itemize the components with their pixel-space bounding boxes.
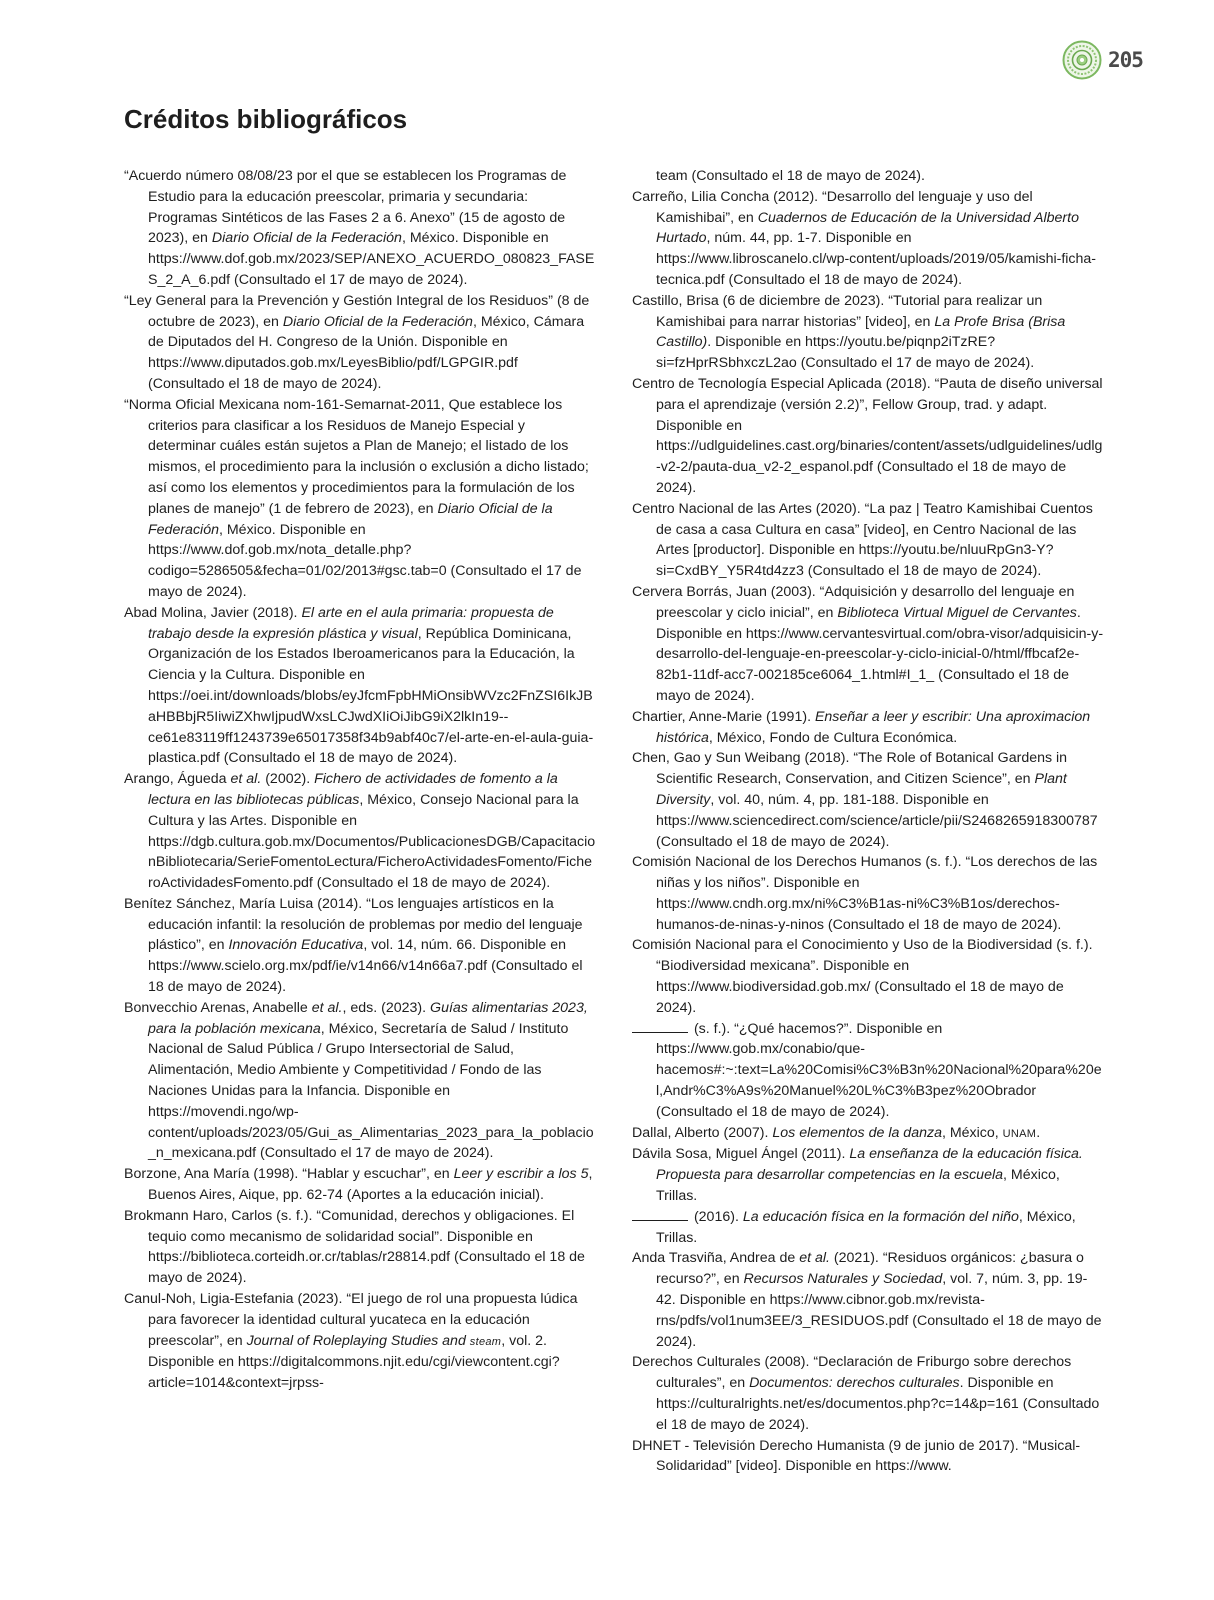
entry-text: , Buenos Aires, Aique, pp. 62-74 (Aportes a la educación inicial). <box>148 1166 593 1204</box>
bibliography-entry <box>124 1206 596 1289</box>
bibliography-entry <box>632 374 1104 499</box>
entry-text: Documentos: derechos culturales <box>749 1375 960 1392</box>
entry-text: Anda Trasviña, Andrea de <box>632 1250 800 1267</box>
bibliography-entry <box>124 395 596 603</box>
entry-text: Diario Oficial de la Federación <box>148 500 553 538</box>
entry-text: , vol. 14, núm. 66. Disponible en https://www.scielo.org.mx/pdf/ie/v14n66/v14n66a7.pdf (Consultado el 18 de mayo de 2024). <box>148 937 583 996</box>
bibliography-entry <box>124 603 596 769</box>
bibliography-entry <box>632 1144 1104 1206</box>
page-title: Créditos bibliográficos <box>124 104 408 134</box>
entry-text: . Disponible en https://culturalrights.net/es/documentos.php?c=14&p=161 (Consultado el 18 de mayo de 2024). <box>656 1375 1100 1433</box>
entry-text: (s. f.). “¿Qué hacemos?”. Disponible en https://www.gob.mx/conabio/que-hacemos#:~:text=La%20Comisi%C3%B3n%20Nacional%20para%20el,Andr%C3%A9s%20Manuel%20L%C3%B3pez%20Obrador (Consultado el 18 de mayo de 2024). <box>656 1020 1102 1120</box>
entry-text: , eds. (2023). <box>342 999 431 1016</box>
bibliography-column-left <box>124 166 596 1394</box>
bibliography-entry <box>632 499 1104 582</box>
entry-text: Benítez Sánchez, María Luisa (2014). “Los lenguajes artísticos en la educación infantil: la resolución de problemas por medio del lenguaje plástico”, en <box>124 895 583 954</box>
entry-text: , México, Cámara de Diputados del H. Congreso de la Unión. Disponible en https://www.diputados.gob.mx/LeyesBiblio/pdf/LGPGIR.pdf (Consultado el 18 de mayo de 2024). <box>148 313 585 392</box>
entry-text: , México, Consejo Nacional para la Cultura y las Artes. Disponible en https://dgb.cultura.gob.mx/Documentos/PublicacionesDGB/CapacitacionBibliotecaria/SerieFomentoLectura/FicheroActividadesFomento/FicheroActividadesFomento.pdf (Consultado el 18 de mayo de 2024). <box>148 791 596 892</box>
entry-text: Dallal, Alberto (2007). <box>632 1124 773 1141</box>
entry-text: . Disponible en https://www.cervantesvirtual.com/obra-visor/adquisicin-y-desarrollo-del-lenguaje-en-preescolar-y-ciclo-inicial-0/html/ffbcaf2e-82b1-11df-acc7-002185ce6064_1.html#I_1_ (Consultado el 18 de mayo de 2024). <box>656 604 1104 704</box>
entry-text: Journal of Roleplaying Studies and <box>246 1332 470 1349</box>
entry-text: . Disponible en https://youtu.be/piqnp2iTzRE?si=fzHprRSbhxczL2ao (Consultado el 17 de mayo de 2024). <box>656 334 1035 372</box>
entry-text: et al. <box>311 999 343 1016</box>
entry-text: (2002). <box>261 771 315 788</box>
entry-text: et al. <box>230 771 262 788</box>
entry-text: , México. Disponible en https://www.dof.gob.mx/nota_detalle.php?codigo=5286505&fecha=01/02/2013#gsc.tab=0 (Consultado el 17 de mayo de 2024). <box>148 521 582 600</box>
entry-text: . <box>1036 1124 1041 1141</box>
entry-text: El arte en el aula primaria: propuesta de trabajo desde la expresión plástica y visual <box>148 604 554 642</box>
entry-text: “Norma Oficial Mexicana nom-161-Semarnat-2011, Que establece los criterios para clasificar a los Residuos de Manejo Especial y determinar cuáles están sujetos a Plan de Manejo; el listado de los mismos, el procedimiento para la inclusión o exclusión a dicho listado; así como los elementos y procedimientos para la formulación de los planes de manejo” (1 de febrero de 2023), en <box>124 396 589 517</box>
entry-text: , México. Disponible en https://www.dof.gob.mx/2023/SEP/ANEXO_ACUERDO_080823_FASES_2_A_6.pdf (Consultado el 17 de mayo de 2024). <box>148 230 595 288</box>
bibliography-entry <box>124 769 596 894</box>
entry-text: , República Dominicana, Organización de los Estados Iberoamericanos para la Educación, la Ciencia y la Cultura. Disponible en https://oei.int/downloads/blobs/eyJfcmFpbHMiOnsibWVzc2FnZSI6IkJBaHBBbjR5IiwiZXhwIjpudWxsLCJwdXIiOiJibG9iX2lkIn19--ce61e83119ff1243739e65017358f34b9abf40c7/el-arte-en-el-aula-guia-plastica.pdf (Consultado el 18 de mayo de 2024). <box>148 625 594 767</box>
entry-text: Centro Nacional de las Artes (2020). “La paz | Teatro Kamishibai Cuentos de casa a casa Cultura en casa” [video], en Centro Nacional de las Artes [productor]. Disponible en https://youtu.be/nluuRpGn3-Y?si=CxdBY_Y5R4td4zz3 (Consultado el 18 de mayo de 2024). <box>632 500 1093 580</box>
entry-text: UNAM <box>1002 1127 1037 1140</box>
entry-text: Comisión Nacional para el Conocimiento y Uso de la Biodiversidad (s. f.). “Biodiversidad mexicana”. Disponible en https://www.biodiversidad.gob.mx/ (Consultado el 18 de mayo de 2024). <box>632 937 1093 1016</box>
bibliography-entry <box>632 707 1104 749</box>
entry-text: Arango, Águeda <box>124 771 231 788</box>
entry-text: (2016). <box>690 1208 743 1225</box>
entry-text: Derechos Culturales (2008). “Declaración de Friburgo sobre derechos culturales”, en <box>632 1354 1072 1392</box>
entry-text: La Profe Brisa (Brisa Castillo) <box>656 313 1066 351</box>
entry-text: Leer y escribir a los 5 <box>453 1166 589 1183</box>
bibliography-entry <box>632 852 1104 935</box>
entry-text: Bonvecchio Arenas, Anabelle <box>124 999 312 1016</box>
entry-text: , núm. 44, pp. 1-7. Disponible en https://www.libroscanelo.cl/wp-content/uploads/2019/05/kamishi-ficha-tecnica.pdf (Consultado el 18 de mayo de 2024). <box>656 230 1097 288</box>
entry-text: Biblioteca Virtual Miguel de Cervantes <box>837 604 1077 621</box>
entry-text: Diario Oficial de la Federación <box>211 230 402 247</box>
bibliography-entry <box>632 1248 1104 1352</box>
entry-text: Diario Oficial de la Federación <box>282 313 473 330</box>
bibliography-entry <box>124 1164 596 1206</box>
bibliography-entry <box>124 166 596 291</box>
entry-text: team (Consultado el 18 de mayo de 2024). <box>656 168 925 184</box>
entry-text: Abad Molina, Javier (2018). <box>124 604 302 621</box>
entry-text: Canul-Noh, Ligia-Estefania (2023). “El juego de rol una propuesta lúdica para favorecer la identidad cultural yucateca en la educación preescolar”, en <box>124 1291 578 1349</box>
entry-text: , vol. 2. Disponible en https://digitalcommons.njit.edu/cgi/viewcontent.cgi?article=1014&context=jrpss- <box>148 1332 560 1392</box>
entry-text: Borzone, Ana María (1998). “Hablar y escuchar”, en <box>124 1166 454 1183</box>
bibliography-entry <box>632 1352 1104 1435</box>
bibliography-entry <box>632 291 1104 374</box>
entry-text: Enseñar a leer y escribir: Una aproximacion histórica <box>656 708 1091 746</box>
seal-icon <box>1062 40 1102 80</box>
entry-text: , vol. 40, núm. 4, pp. 181-188. Disponible en https://www.sciencedirect.com/science/article/pii/S2468265918300787 (Consultado el 18 de mayo de 2024). <box>656 791 1098 850</box>
entry-text: Innovación Educativa <box>228 937 364 954</box>
entry-text: La enseñanza de la educación física. Propuesta para desarrollar competencias en la escuela <box>656 1146 1083 1184</box>
entry-text: , vol. 7, núm. 3, pp. 19-42. Disponible en https://www.cibnor.gob.mx/revista-rns/pdfs/vol1num3EE/3_RESIDUOS.pdf (Consultado el 18 de mayo de 2024). <box>656 1271 1102 1350</box>
entry-text: , México, Trillas. <box>656 1208 1076 1246</box>
bibliography-entry <box>632 935 1104 1018</box>
entry-text: Carreño, Lilia Concha (2012). “Desarrollo del lenguaje y uso del Kamishibai”, en <box>632 188 1033 226</box>
entry-text: Guías alimentarias 2023, para la población mexicana <box>148 999 588 1037</box>
entry-text: et al. <box>799 1250 830 1267</box>
entry-text: , México, Fondo de Cultura Económica. <box>708 729 958 746</box>
bibliography-entry <box>124 1289 596 1394</box>
bibliography-entry <box>632 1019 1104 1123</box>
entry-text: Fichero de actividades de fomento a la lectura en las bibliotecas públicas <box>148 771 558 808</box>
entry-text: Comisión Nacional de los Derechos Humanos (s. f.). “Los derechos de las niñas y los niños”. Disponible en https://www.cndh.org.mx/ni%C3%B1as-ni%C3%B1os/derechos-humanos-de-ninas-y-ninos (Consultado el 18 de mayo de 2024). <box>632 854 1098 933</box>
entry-text: (2021). “Residuos orgánicos: ¿basura o recurso?”, en <box>656 1250 1084 1288</box>
entry-text: Cervera Borrás, Juan (2003). “Adquisición y desarrollo del lenguaje en preescolar y ciclo inicial”, en <box>632 583 1075 621</box>
entry-text: Chartier, Anne-Marie (1991). <box>632 708 815 725</box>
entry-text: Chen, Gao y Sun Weibang (2018). “The Role of Botanical Gardens in Scientific Research, Conservation, and Citizen Science”, en <box>632 750 1068 788</box>
entry-text: Cuadernos de Educación de la Universidad Alberto Hurtado <box>656 209 1079 247</box>
repeated-author-dash <box>632 1208 688 1221</box>
entry-text: steam <box>469 1335 502 1348</box>
entry-text: , México, Secretaría de Salud / Instituto Nacional de Salud Pública / Grupo Intersectorial de Salud, Alimentación, Medio Ambiente y Competitividad / Fondo de las Naciones Unidas para la Infancia. Disponible en https://movendi.ngo/wp-content/uploads/2023/05/Gui_as_Alimentarias_2023_para_la_poblacio_n_mexicana.pdf (Consultado el 17 de mayo de 2024). <box>148 1020 594 1162</box>
entry-text: “Acuerdo número 08/08/23 por el que se establecen los Programas de Estudio para la educación preescolar, primaria y secundaria: Programas Sintéticos de las Fases 2 a 6. Anexo” (15 de agosto de 2023), en <box>124 168 567 247</box>
entry-text: “Ley General para la Prevención y Gestión Integral de los Residuos” (8 de octubre de 2023), en <box>124 292 590 330</box>
bibliography-entry <box>632 166 1104 187</box>
bibliography-entry <box>124 998 596 1164</box>
bibliography-entry <box>632 1123 1104 1145</box>
entry-text: Centro de Tecnología Especial Aplicada (2018). “Pauta de diseño universal para el aprendizaje (versión 2.2)”, Fellow Group, trad. y adapt. Disponible en https://udlguidelines.cast.org/binaries/content/assets/udlguidelines/udlg-v2-2/pauta-dua_v2-2_espanol.pdf (Consultado el 18 de mayo de 2024). <box>632 375 1103 496</box>
bibliography-entry <box>632 1207 1104 1249</box>
bibliography-entry <box>632 582 1104 707</box>
entry-text: Dávila Sosa, Miguel Ángel (2011). <box>632 1146 850 1163</box>
repeated-author-dash <box>632 1020 688 1033</box>
bibliography-entry <box>124 291 596 395</box>
bibliography-entry <box>632 1436 1104 1478</box>
entry-text: DHNET - Televisión Derecho Humanista (9 de junio de 2017). “Musical-Solidaridad” [video]. Disponible en https://www. <box>632 1437 1081 1475</box>
bibliography-column-right <box>632 166 1104 1477</box>
bibliography-entry <box>632 187 1104 291</box>
bibliography-entry <box>124 894 596 998</box>
page-number: 205 <box>1108 48 1143 72</box>
entry-text: , México, Trillas. <box>656 1167 1060 1205</box>
entry-text: Los elementos de la danza <box>772 1124 942 1141</box>
bibliography-entry <box>632 748 1104 852</box>
entry-text: Brokmann Haro, Carlos (s. f.). “Comunidad, derechos y obligaciones. El tequio como mecanismo de solidaridad social”. Disponible en https://biblioteca.corteidh.or.cr/tablas/r28814.pdf (Consultado el 18 de mayo de 2024). <box>124 1207 585 1287</box>
entry-text: Recursos Naturales y Sociedad <box>743 1271 943 1288</box>
entry-text: Castillo, Brisa (6 de diciembre de 2023). “Tutorial para realizar un Kamishibai para narrar historias” [video], en <box>632 292 1043 330</box>
entry-text: La educación física en la formación del niño <box>742 1208 1019 1225</box>
entry-text: , México, <box>941 1124 1003 1141</box>
page-header <box>1062 38 1172 82</box>
entry-text: Plant Diversity <box>656 771 1067 808</box>
